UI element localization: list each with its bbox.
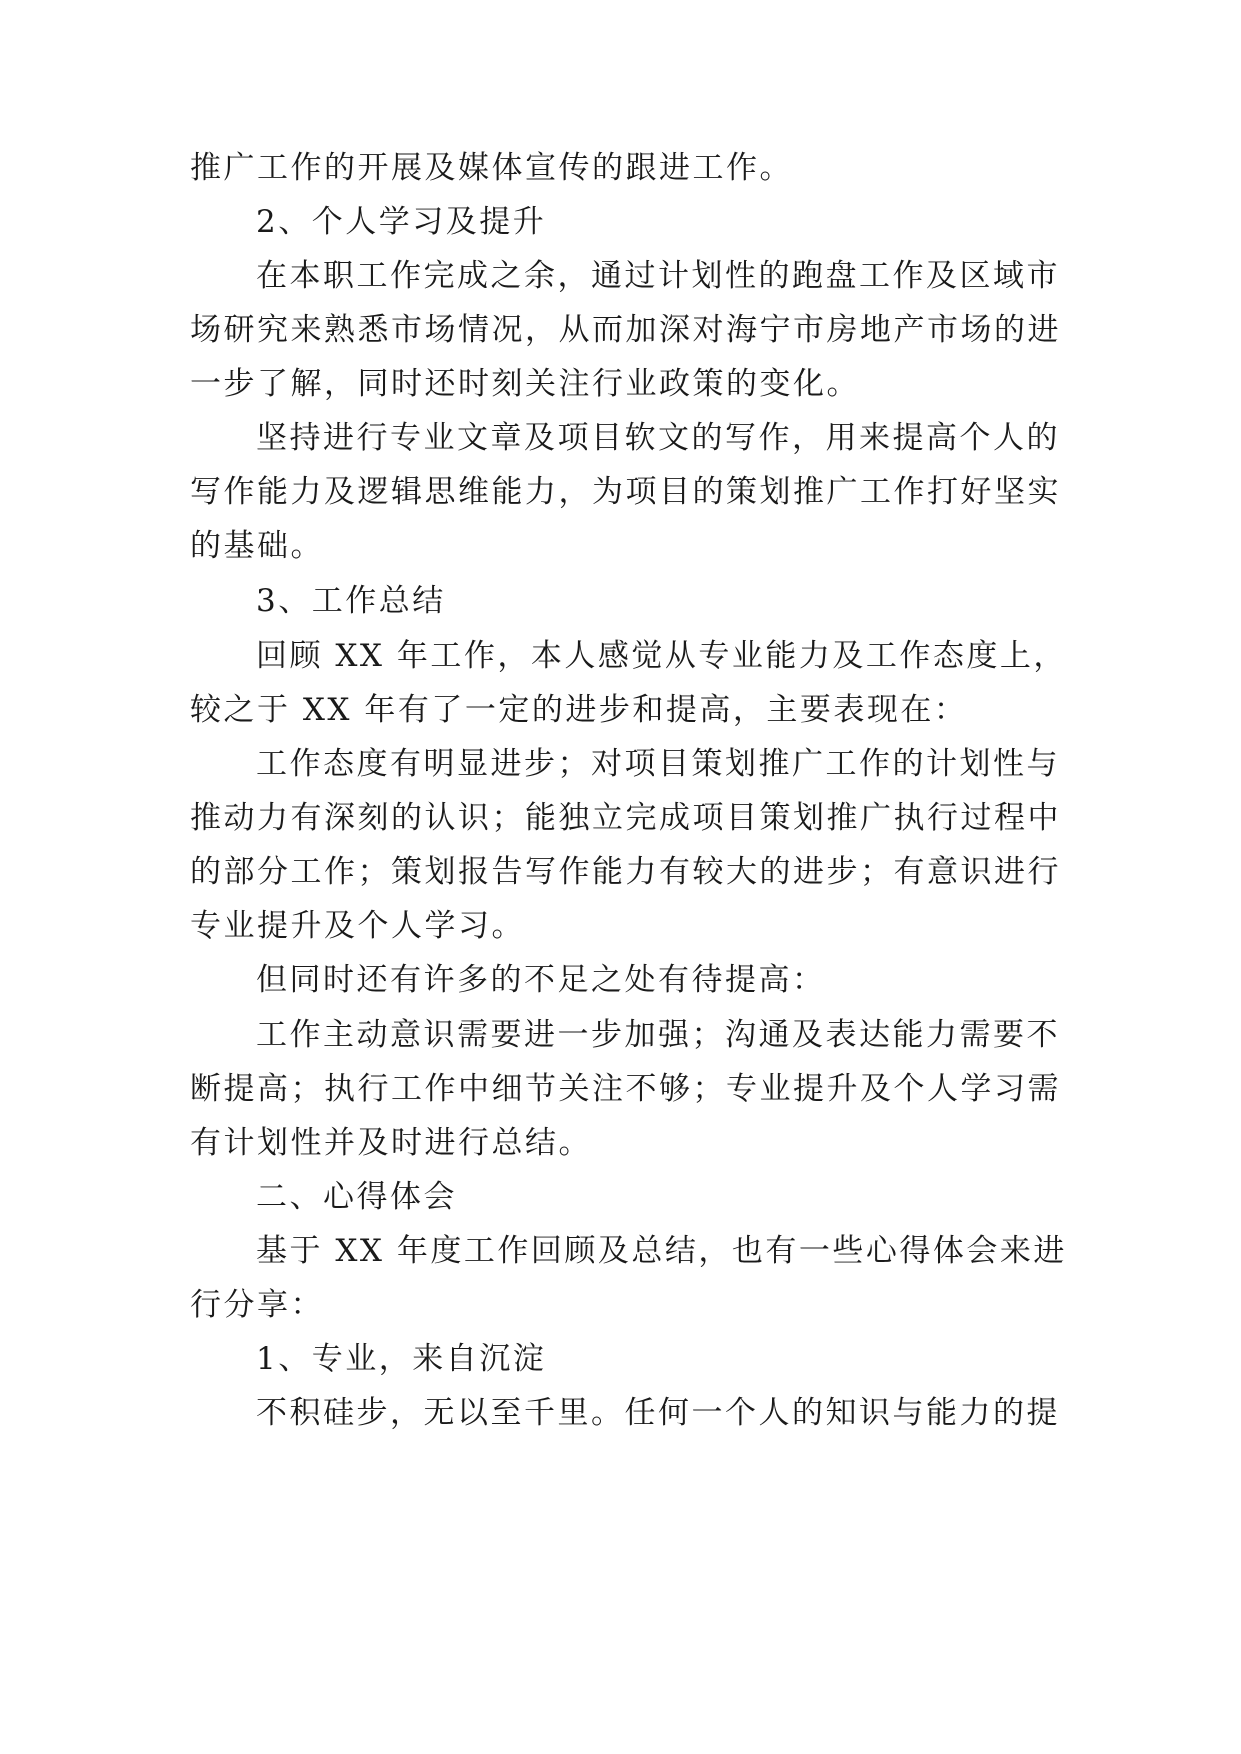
text-line: 写作能力及逻辑思维能力，为项目的策划推广工作打好坚实 xyxy=(190,474,1061,510)
text-line: 回顾 XX 年工作，本人感觉从专业能力及工作态度上， xyxy=(256,638,1067,674)
text-line: 工作态度有明显进步；对项目策划推广工作的计划性与 xyxy=(256,746,1060,782)
section-heading: 1、专业，来自沉淀 xyxy=(256,1341,547,1377)
text-line: 基于 XX 年度工作回顾及总结，也有一些心得体会来进 xyxy=(256,1233,1067,1269)
text-line: 工作主动意识需要进一步加强；沟通及表达能力需要不 xyxy=(256,1017,1060,1053)
text-line: 推广工作的开展及媒体宣传的跟进工作。 xyxy=(190,150,793,186)
text-line: 推动力有深刻的认识；能独立完成项目策划推广执行过程中 xyxy=(190,800,1061,836)
text-line: 但同时还有许多的不足之处有待提高： xyxy=(256,962,826,998)
section-heading: 2、个人学习及提升 xyxy=(256,204,547,240)
section-heading: 3、工作总结 xyxy=(256,583,446,619)
section-heading: 二、心得体会 xyxy=(256,1179,457,1215)
text-line: 一步了解，同时还时刻关注行业政策的变化。 xyxy=(190,366,860,402)
text-line: 较之于 XX 年有了一定的进步和提高，主要表现在： xyxy=(190,692,968,728)
text-line: 断提高；执行工作中细节关注不够；专业提升及个人学习需 xyxy=(190,1071,1061,1107)
text-line: 的部分工作；策划报告写作能力有较大的进步；有意识进行 xyxy=(190,854,1061,890)
text-line: 专业提升及个人学习。 xyxy=(190,908,525,944)
text-line: 不积硅步，无以至千里。任何一个人的知识与能力的提 xyxy=(256,1395,1060,1431)
text-line: 在本职工作完成之余，通过计划性的跑盘工作及区域市 xyxy=(256,258,1060,294)
text-line: 有计划性并及时进行总结。 xyxy=(190,1125,592,1161)
text-line: 场研究来熟悉市场情况，从而加深对海宁市房地产市场的进 xyxy=(190,312,1061,348)
text-line: 的基础。 xyxy=(190,528,324,564)
text-line: 坚持进行专业文章及项目软文的写作，用来提高个人的 xyxy=(256,420,1060,456)
text-line: 行分享： xyxy=(190,1287,324,1323)
